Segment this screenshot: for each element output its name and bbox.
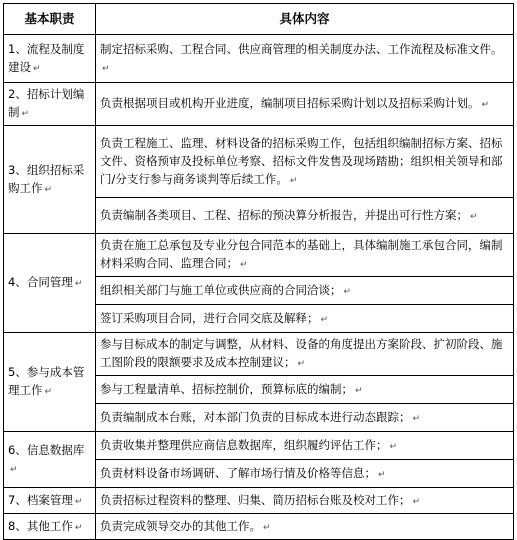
- paragraph-mark-icon: ↵: [412, 413, 421, 424]
- duty-content-text: 负责完成领导交办的其他工作。: [100, 518, 261, 533]
- paragraph-mark-icon: ↵: [481, 100, 490, 110]
- duty-content-cell: [96, 488, 514, 514]
- table-row: [4, 35, 514, 83]
- paragraph-mark-icon: ↵: [10, 464, 18, 475]
- duty-content-cell: [96, 432, 514, 460]
- paragraph-mark-icon: ↵: [44, 387, 53, 397]
- table-row: [4, 126, 514, 198]
- table-row: [4, 432, 514, 460]
- paragraph-mark-icon: ↵: [355, 385, 363, 396]
- duty-category-label: 6、信息数据库: [8, 442, 85, 457]
- duty-category-cell: [4, 488, 96, 514]
- header-row: [4, 4, 514, 35]
- duty-content-cell: [96, 198, 514, 234]
- duty-category-label: 3、组织招标采购工作: [8, 162, 85, 195]
- paragraph-mark-icon: ↵: [263, 522, 271, 533]
- duty-category-label: 4、合同管理: [8, 275, 73, 289]
- paragraph-mark-icon: ↵: [343, 286, 352, 297]
- duty-category-label: 7、档案管理: [8, 492, 73, 507]
- duty-content-cell: [96, 376, 514, 404]
- table-row: [4, 234, 514, 277]
- duty-category-label: 2、招标计划编制: [8, 87, 85, 119]
- table-row: [4, 488, 514, 514]
- paragraph-mark-icon: ↵: [378, 469, 386, 480]
- duty-category-cell: [4, 432, 96, 488]
- paragraph-mark-icon: ↵: [289, 175, 298, 186]
- duty-content-cell: [96, 305, 514, 333]
- paragraph-mark-icon: ↵: [102, 63, 110, 74]
- table-row: [4, 83, 514, 126]
- duty-content-text: 负责根据项目或机构开业进度，编制项目招标采购计划以及招标采购计划。: [100, 96, 480, 110]
- duty-content-cell: [96, 460, 514, 488]
- duty-content-cell: [96, 404, 514, 432]
- paragraph-mark-icon: ↵: [297, 359, 306, 369]
- duty-table: [3, 3, 514, 540]
- duty-content-cell: [96, 277, 514, 305]
- paragraph-mark-icon: ↵: [33, 63, 41, 74]
- duty-table-body: [4, 35, 514, 540]
- paragraph-mark-icon: ↵: [389, 441, 398, 452]
- table-row: [4, 514, 514, 540]
- duty-content-text: 参与工程量清单、招标控制价，预算标底的编制；: [100, 381, 353, 396]
- duty-content-text: 负责编制各类项目、工程、招标的预决算分析报告，并提出可行性方案；: [100, 207, 468, 222]
- duty-content-text: 制定招标采购、工程合同、供应商管理的相关制度办法、工作流程及标准文件。: [100, 41, 503, 56]
- header-specific-content: 具体内容: [96, 4, 514, 35]
- duty-content-cell: [96, 514, 514, 540]
- duty-content-cell: [96, 35, 514, 83]
- paragraph-mark-icon: ↵: [320, 314, 329, 325]
- duty-category-cell: [4, 234, 96, 333]
- duty-content-text: 签订采购项目合同，进行合同交底及解释；: [100, 310, 319, 325]
- duty-category-cell: [4, 83, 96, 126]
- paragraph-mark-icon: ↵: [74, 279, 83, 289]
- duty-content-text: 负责材料设备市场调研、了解市场行情及价格等信息；: [100, 465, 376, 480]
- duty-content-text: 负责招标过程资料的整理、归集、简历招标台账及校对工作；: [100, 492, 411, 507]
- duty-content-cell: [96, 333, 514, 376]
- paragraph-mark-icon: ↵: [240, 260, 248, 270]
- duty-category-label: 5、参与成本管理工作: [8, 365, 85, 397]
- paragraph-mark-icon: ↵: [21, 109, 30, 119]
- duty-content-text: 负责收集并整理供应商信息数据库，组织履约评估工作；: [100, 437, 388, 452]
- duty-content-text: 负责编制成本台账，对本部门负责的目标成本进行动态跟踪；: [100, 409, 411, 424]
- header-basic-duty: 基本职责: [4, 4, 96, 35]
- duty-content-cell: [96, 83, 514, 126]
- paragraph-mark-icon: ↵: [412, 496, 421, 507]
- duty-content-cell: [96, 234, 514, 277]
- duty-category-label: 1、流程及制度建设: [8, 41, 85, 74]
- duty-content-cell: [96, 126, 514, 198]
- paragraph-mark-icon: ↵: [74, 496, 83, 507]
- duty-content-text: 负责在施工总承包及专业分包合同范本的基础上，具体编制施工承包合同，编制材料采购合同、监理合同；: [100, 238, 503, 270]
- table-row: [4, 333, 514, 376]
- paragraph-mark-icon: ↵: [44, 184, 53, 195]
- duty-category-cell: [4, 126, 96, 234]
- duty-category-label: 8、其他工作: [8, 518, 73, 533]
- duty-content-text: 参与目标成本的制定与调整，从材料、设备的角度提出方案阶段、扩初阶段、施工图阶段的限额要求及成本控制建议；: [100, 337, 503, 369]
- paragraph-mark-icon: ↵: [74, 522, 83, 533]
- duty-category-cell: [4, 333, 96, 432]
- paragraph-mark-icon: ↵: [470, 211, 478, 222]
- duty-content-text: 负责工程施工、监理、材料设备的招标采购工作，包括组织编制招标方案、招标文件、资格预审及投标单位考察、招标文件发售及现场踏勘；组织相关领导和部门/分支行参与商务谈判等后续工作。: [100, 135, 503, 186]
- duty-category-cell: [4, 35, 96, 83]
- duty-content-text: 组织相关部门与施工单位或供应商的合同洽谈；: [100, 282, 342, 297]
- duty-category-cell: [4, 514, 96, 540]
